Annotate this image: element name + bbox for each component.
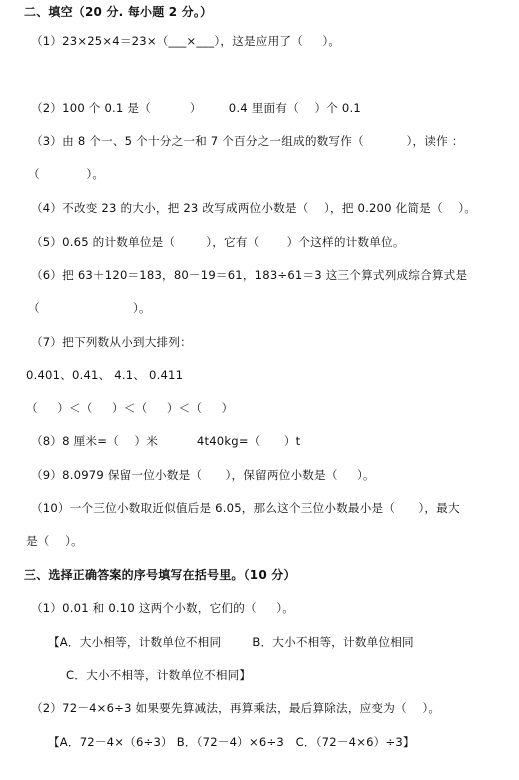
question-2-7-numbers: 0.401、0.41、 4.1、 0.411	[26, 368, 184, 382]
question-2-3-continuation: （ ）。	[28, 167, 105, 181]
question-3-2-options: 【A．72－4×（6÷3） B．（72－4）×6÷3 C．（72－4×6）÷3】	[48, 735, 415, 749]
question-2-3: （3）由 8 个一、5 个十分之一和 7 个百分之一组成的数写作（ ），读作 ：	[31, 134, 464, 148]
question-3-2: （2）72－4×6÷3 如果要先算减法，再算乘法，最后算除法，应变为（ ）。	[31, 701, 441, 715]
section-3-heading: 三、选择正确答案的序号填写在括号里。（10 分）	[24, 568, 296, 582]
question-2-10-continuation: 是（ ）。	[26, 534, 83, 548]
question-2-2: （2）100 个 0.1 是（ ） 0.4 里面有（ ）个 0.1	[31, 101, 361, 115]
question-3-1-options-a-b: 【A．大小相等，计数单位不相同 B．大小不相等，计数单位相同	[48, 635, 414, 649]
question-2-9: （9）8.0979 保留一位小数是（ ），保留两位小数是（ ）。	[31, 468, 375, 482]
question-2-4: （4）不改变 23 的大小，把 23 改写成两位小数是（ ），把 0.200 化简是（ ）。	[31, 201, 477, 215]
question-2-6-continuation: （ ）。	[28, 301, 151, 315]
question-2-7-order-blanks: （ ）＜（ ）＜（ ）＜（ ）	[26, 401, 234, 415]
section-2-heading: 二、填空（20 分. 每小题 2 分。）	[24, 5, 213, 19]
question-3-1-option-c: C．大小不相等，计数单位不相同】	[66, 668, 252, 682]
question-2-8: （8）8 厘米=（ ）米 4t40kg=（ ）t	[31, 434, 301, 448]
question-2-7: （7）把下列数从小到大排列：	[31, 335, 192, 349]
question-2-6: （6）把 63＋120＝183，80－19＝61，183÷61＝3 这三个算式列成综合算式是	[31, 268, 468, 282]
question-3-1: （1）0.01 和 0.10 这两个小数，它们的（ ）。	[31, 601, 294, 615]
question-2-5: （5）0.65 的计数单位是（ ），它有（ ）个这样的计数单位。	[31, 235, 405, 249]
question-2-1: （1）23×25×4＝23×（___×___），这是应用了（ ）。	[31, 34, 341, 48]
question-2-10: （10）一个三位小数取近似值后是 6.05，那么这个三位小数最小是（ ），最大	[31, 501, 460, 515]
